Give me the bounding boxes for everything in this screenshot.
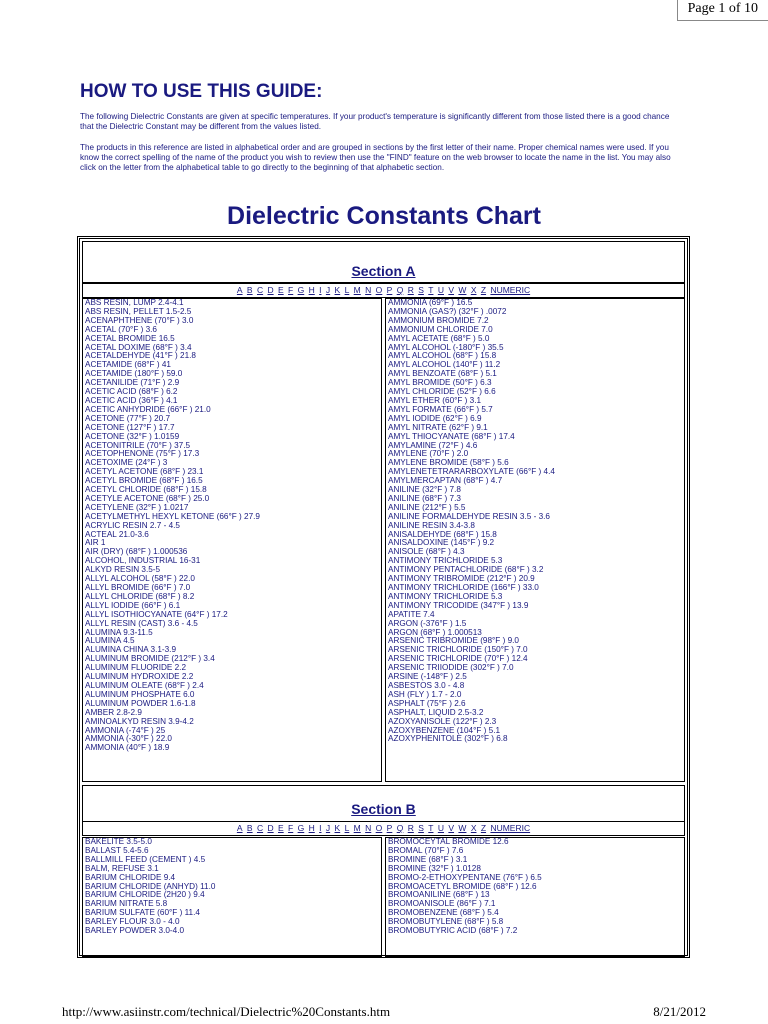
list-item: ANISALDOXINE (145°F ) 9.2 — [388, 538, 495, 548]
list-item: ACETAL DOXIME (68°F ) 3.4 — [85, 342, 192, 352]
list-item: AMYL ALCOHOL (-180°F ) 35.5 — [388, 342, 504, 352]
list-item: AMMONIA (40°F ) 18.9 — [85, 743, 170, 753]
alphabet-link-f[interactable]: F — [288, 823, 294, 833]
list-item: ACETYL ACETONE (68°F ) 23.1 — [85, 467, 204, 477]
alphabet-link-q[interactable]: Q — [396, 823, 404, 833]
list-item: ALLYL BROMIDE (66°F ) 7.0 — [85, 583, 191, 592]
list-item: AMMONIA (69°F ) 16.5 — [388, 298, 473, 307]
alphabet-link-x[interactable]: X — [470, 285, 477, 295]
list-item: ACETONE (127°F ) 17.7 — [85, 422, 175, 432]
section-a-title[interactable]: Section A — [351, 263, 416, 279]
list-item: AMYLENE BROMIDE (58°F ) 5.6 — [388, 458, 509, 468]
alphabet-link-c[interactable]: C — [256, 285, 264, 295]
list-item: ALUMINA 9.3-11.5 — [85, 627, 153, 637]
alphabet-link-f[interactable]: F — [288, 285, 294, 295]
list-item: ANILINE (68°F ) 7.3 — [388, 493, 461, 503]
list-item: ANISALDEHYDE (68°F ) 15.8 — [388, 529, 497, 539]
alphabet-link-q[interactable]: Q — [396, 285, 404, 295]
list-item: ACETYL BROMIDE (68°F ) 16.5 — [85, 476, 203, 486]
list-item: ANILINE (212°F ) 5.5 — [388, 502, 466, 512]
alphabet-link-t[interactable]: T — [428, 285, 434, 295]
alphabet-link-c[interactable]: C — [256, 823, 264, 833]
list-item: AMINOALKYD RESIN 3.9-4.2 — [85, 716, 194, 726]
list-item: ALUMINUM BROMIDE (212°F ) 3.4 — [85, 654, 215, 664]
alphabet-link-p[interactable]: P — [386, 285, 393, 295]
list-item: ARSENIC TRIIODIDE (302°F ) 7.0 — [388, 663, 514, 673]
list-item: AMYL IODIDE (62°F ) 6.9 — [388, 413, 482, 423]
list-item: ASH (FLY ) 1.7 - 2.0 — [388, 689, 462, 699]
list-item: AMYL CHLORIDE (52°F ) 6.6 — [388, 387, 496, 397]
alphabet-link-b[interactable]: B — [246, 823, 253, 833]
footer-date: 8/21/2012 — [653, 1004, 706, 1019]
alphabet-link-g[interactable]: G — [297, 823, 305, 833]
alphabet-link-v[interactable]: V — [448, 823, 455, 833]
list-item: ARSENIC TRICHLORIDE (70°F ) 12.4 — [388, 654, 528, 664]
list-item: AMYL ALCOHOL (140°F ) 11.2 — [388, 360, 501, 370]
list-item: ASPHALT (75°F ) 2.6 — [388, 698, 466, 708]
list-item: AMYL NITRATE (62°F ) 9.1 — [388, 422, 488, 432]
list-item: ACETAMIDE (180°F ) 59.0 — [85, 369, 183, 379]
list-item: BARIUM CHLORIDE 9.4 — [85, 872, 176, 882]
intro-paragraph-1: The following Dielectric Constants are given at specific temperatures. If your product's temperature is significantly different from those listed there is a good chance that the Dielectric Constant may be different from the values listed. — [80, 112, 670, 131]
list-item: ALLYL CHLORIDE (68°F ) 8.2 — [85, 591, 195, 601]
list-item: ALLYL ISOTHIOCYANATE (64°F ) 17.2 — [85, 609, 228, 619]
alphabet-link-e[interactable]: E — [278, 823, 284, 833]
alphabet-link-h[interactable]: H — [308, 285, 315, 295]
list-item: ASPHALT, LIQUID 2.5-3.2 — [388, 707, 484, 717]
list-item: ACETIC ACID (68°F ) 6.2 — [85, 387, 178, 397]
list-item: BROMINE (32°F ) 1.0128 — [388, 863, 481, 873]
list-item: AIR 1 — [85, 538, 106, 548]
list-item: AMMONIUM BROMIDE 7.2 — [388, 315, 489, 325]
list-item: AMYL BENZOATE (68°F ) 5.1 — [388, 369, 497, 379]
list-item: ALUMINUM POWDER 1.6-1.8 — [85, 698, 196, 708]
alphabet-link-z[interactable]: Z — [480, 823, 487, 833]
list-item: AIR (DRY) (68°F ) 1.000536 — [85, 547, 188, 557]
list-item: ALKYD RESIN 3.5-5 — [85, 565, 161, 575]
list-item: BARIUM CHLORIDE (2H20 ) 9.4 — [85, 890, 205, 900]
intro-paragraph-2: The products in this reference are listed in alphabetical order and are grouped in sections by the first letter of their name. Proper chemical names were used. If you know the correct spelling of the name of the product you wish to review then use the "FIND" feature on the web browser to locate the name in the list. You may also click on the letter from the alphabetical table to go directly to the beginning of that alphabetic section. — [80, 143, 671, 172]
list-item: ANILINE (32°F ) 7.8 — [388, 485, 461, 495]
alphabet-link-d[interactable]: D — [267, 285, 274, 295]
chart-table — [77, 236, 690, 958]
list-item: ANTIMONY TRICODIDE (347°F ) 13.9 — [388, 600, 529, 610]
alphabet-link-z[interactable]: Z — [480, 285, 487, 295]
list-item: AMYLENE (70°F ) 2.0 — [388, 449, 469, 459]
list-item: BROMOBUTYRIC ACID (68°F ) 7.2 — [388, 926, 518, 936]
list-item: AMYLAMINE (72°F ) 4.6 — [388, 440, 478, 450]
alphabet-link-j[interactable]: J — [325, 285, 331, 295]
list-item: ALLYL RESIN (CAST) 3.6 - 4.5 — [85, 618, 198, 628]
alphabet-link-e[interactable]: E — [278, 285, 284, 295]
list-item: ARGON (68°F ) 1.000513 — [388, 627, 482, 637]
list-item: ARSINE (-148°F ) 2.5 — [388, 672, 467, 682]
section-a-alphabet-nav — [82, 283, 685, 298]
list-item: BROMOCEYTAL BROMIDE 12.6 — [388, 837, 509, 846]
alphabet-link-k[interactable]: K — [334, 823, 341, 833]
list-item: ANTIMONY TRICHLORIDE 5.3 — [388, 556, 503, 566]
list-item: ACETYLMETHYL HEXYL KETONE (66°F ) 27.9 — [85, 511, 260, 521]
list-item: BROMOBUTYLENE (68°F ) 5.8 — [388, 917, 504, 927]
alphabet-link-d[interactable]: D — [267, 823, 274, 833]
list-item: BROMOBENZENE (68°F ) 5.4 — [388, 908, 499, 918]
list-item: BARIUM SULFATE (60°F ) 11.4 — [85, 908, 200, 918]
list-item: ALLYL ALCOHOL (58°F ) 22.0 — [85, 574, 195, 584]
alphabet-link-m[interactable]: M — [353, 285, 361, 295]
list-item: BROMOANILINE (68°F ) 13 — [388, 890, 490, 900]
alphabet-link-u[interactable]: U — [437, 285, 444, 295]
list-item: BALLMILL FEED (CEMENT ) 4.5 — [85, 854, 206, 864]
guide-heading: HOW TO USE THIS GUIDE: — [80, 81, 323, 102]
list-item: ANISOLE (68°F ) 4.3 — [388, 547, 465, 557]
alphabet-link-a[interactable]: A — [236, 285, 243, 295]
alphabet-link-o[interactable]: O — [375, 285, 383, 295]
section-b-left-column — [82, 837, 382, 957]
page-number: Page 1 of 10 — [677, 0, 768, 21]
alphabet-link-k[interactable]: K — [334, 285, 341, 295]
list-item: BROMO-2-ETHOXYPENTANE (76°F ) 6.5 — [388, 872, 542, 882]
list-item: BROMOANISOLE (86°F ) 7.1 — [388, 899, 496, 909]
list-item: AMMONIA (-30°F ) 22.0 — [85, 734, 172, 744]
list-item: AMMONIA (-74°F ) 25 — [85, 725, 166, 735]
section-a-right-column — [385, 298, 685, 782]
section-b-title[interactable]: Section B — [351, 801, 416, 817]
list-item: BARLEY FLOUR 3.0 - 4.0 — [85, 917, 180, 927]
list-item: ACETAMIDE (68°F ) 41 — [85, 360, 171, 370]
alphabet-link-g[interactable]: G — [297, 285, 305, 295]
list-item: ALUMINUM FLUORIDE 2.2 — [85, 663, 186, 673]
alphabet-link-h[interactable]: H — [308, 823, 315, 833]
alphabet-link-s[interactable]: S — [418, 285, 424, 295]
list-item: AMMONIUM CHLORIDE 7.0 — [388, 324, 493, 334]
list-item: ANILINE RESIN 3.4-3.8 — [388, 520, 475, 530]
alphabet-link-j[interactable]: J — [325, 823, 331, 833]
list-item: ACETAL BROMIDE 16.5 — [85, 333, 175, 343]
list-item: ASBESTOS 3.0 - 4.8 — [388, 680, 465, 690]
list-item: ACETONE (32°F ) 1.0159 — [85, 431, 180, 441]
list-item: ALUMINUM OLEATE (68°F ) 2.4 — [85, 680, 204, 690]
list-item: AMYL ALCOHOL (68°F ) 15.8 — [388, 351, 497, 361]
alphabet-link-x[interactable]: X — [470, 823, 477, 833]
list-item: ACRYLIC RESIN 2.7 - 4.5 — [85, 520, 180, 530]
list-item: BAKELITE 3.5-5.0 — [85, 837, 152, 846]
alphabet-link-i[interactable]: I — [319, 823, 322, 833]
list-item: ANTIMONY TRIBROMIDE (212°F ) 20.9 — [388, 574, 535, 584]
alphabet-link-u[interactable]: U — [437, 823, 444, 833]
list-item: ACENAPHTHENE (70°F ) 3.0 — [85, 315, 194, 325]
list-item: BARIUM CHLORIDE (ANHYD) 11.0 — [85, 881, 216, 891]
alphabet-link-m[interactable]: M — [353, 823, 361, 833]
list-item: BALM, REFUSE 3.1 — [85, 863, 159, 873]
list-item: BARIUM NITRATE 5.8 — [85, 899, 168, 909]
list-item: ACETONITRILE (70°F ) 37.5 — [85, 440, 191, 450]
list-item: ACETYLE ACETONE (68°F ) 25.0 — [85, 493, 210, 503]
list-item: ACETOPHENONE (75°F ) 17.3 — [85, 449, 200, 459]
alphabet-link-p[interactable]: P — [386, 823, 393, 833]
list-item: BROMINE (68°F ) 3.1 — [388, 854, 468, 864]
list-item: ANTIMONY PENTACHLORIDE (68°F ) 3.2 — [388, 565, 544, 575]
list-item: ALUMINUM HYDROXIDE 2.2 — [85, 672, 194, 682]
section-b-header — [82, 785, 685, 822]
list-item: ABS RESIN, PELLET 1.5-2.5 — [85, 306, 192, 316]
alphabet-link-t[interactable]: T — [428, 823, 434, 833]
alphabet-link-n[interactable]: N — [365, 823, 372, 833]
alphabet-link-n[interactable]: N — [365, 285, 372, 295]
list-item: AZOXYPHENITOLE (302°F ) 6.8 — [388, 734, 508, 744]
list-item: BALLAST 5.4-5.6 — [85, 845, 149, 855]
list-item: BROMAL (70°F ) 7.6 — [388, 845, 464, 855]
list-item: ALUMINA CHINA 3.1-3.9 — [85, 645, 177, 655]
alphabet-link-w[interactable]: W — [458, 823, 467, 833]
list-item: APATITE 7.4 — [388, 609, 435, 619]
alphabet-link-i[interactable]: I — [319, 285, 322, 295]
list-item: AMMONIA (GAS?) (32°F ) .0072 — [388, 306, 507, 316]
section-a-header — [82, 241, 685, 283]
list-item: ANILINE FORMALDEHYDE RESIN 3.5 - 3.6 — [388, 511, 550, 521]
list-item: AMYL THIOCYANATE (68°F ) 17.4 — [388, 431, 515, 441]
list-item: ACETANILIDE (71°F ) 2.9 — [85, 378, 180, 388]
list-item: AZOXYBENZENE (104°F ) 5.1 — [388, 725, 501, 735]
list-item: ALLYL IODIDE (66°F ) 6.1 — [85, 600, 181, 610]
list-item: ACETYL CHLORIDE (68°F ) 15.8 — [85, 485, 207, 495]
list-item: ALUMINUM PHOSPHATE 6.0 — [85, 689, 195, 699]
chart-title: Dielectric Constants Chart — [227, 202, 541, 230]
alphabet-link-b[interactable]: B — [246, 285, 253, 295]
list-item: ACETOXIME (24°F ) 3 — [85, 458, 168, 468]
list-item: AMYL ETHER (60°F ) 3.1 — [388, 395, 482, 405]
list-item: ARSENIC TRIBROMIDE (98°F ) 9.0 — [388, 636, 519, 646]
list-item: ALCOHOL, INDUSTRIAL 16-31 — [85, 556, 201, 566]
alphabet-link-numeric[interactable]: NUMERIC — [490, 285, 531, 295]
list-item: ACETIC ACID (36°F ) 4.1 — [85, 395, 178, 405]
list-item: ANTIMONY TRICHLORIDE 5.3 — [388, 591, 503, 601]
section-b-right-column — [385, 837, 685, 957]
alphabet-link-v[interactable]: V — [448, 285, 455, 295]
list-item: ANTIMONY TRICHLORIDE (166°F ) 33.0 — [388, 583, 539, 592]
list-item: ACETAL (70°F ) 3.6 — [85, 324, 157, 334]
alphabet-link-s[interactable]: S — [418, 823, 424, 833]
list-item: ACTEAL 21.0-3.6 — [85, 529, 149, 539]
list-item: ACETONE (77°F ) 20.7 — [85, 413, 171, 423]
section-b-alphabet-nav — [82, 821, 685, 836]
alphabet-link-r[interactable]: R — [407, 823, 414, 833]
list-item: ACETIC ANHYDRIDE (66°F ) 21.0 — [85, 404, 211, 414]
alphabet-link-r[interactable]: R — [407, 285, 414, 295]
list-item: AMYL FORMATE (66°F ) 5.7 — [388, 404, 493, 414]
alphabet-link-numeric[interactable]: NUMERIC — [490, 823, 531, 833]
list-item: AZOXYANISOLE (122°F ) 2.3 — [388, 716, 497, 726]
list-item: ARGON (-376°F ) 1.5 — [388, 618, 467, 628]
list-item: AMYL BROMIDE (50°F ) 6.3 — [388, 378, 492, 388]
alphabet-link-l[interactable]: L — [344, 285, 350, 295]
list-item: BARLEY POWDER 3.0-4.0 — [85, 926, 185, 936]
list-item: ALUMINA 4.5 — [85, 636, 135, 646]
list-item: AMYLMERCAPTAN (68°F ) 4.7 — [388, 476, 503, 486]
list-item: ACETALDEHYDE (41°F ) 21.8 — [85, 351, 196, 361]
alphabet-link-w[interactable]: W — [458, 285, 467, 295]
alphabet-link-l[interactable]: L — [344, 823, 350, 833]
list-item: ARSENIC TRICHLORIDE (150°F ) 7.0 — [388, 645, 528, 655]
list-item: ACETYLENE (32°F ) 1.0217 — [85, 502, 189, 512]
section-a-left-column — [82, 298, 382, 782]
footer-url: http://www.asiinstr.com/technical/Dielectric%20Constants.htm — [62, 1004, 391, 1019]
list-item: AMYLENETETRARARBOXYLATE (66°F ) 4.4 — [388, 467, 555, 477]
alphabet-link-a[interactable]: A — [236, 823, 243, 833]
alphabet-link-o[interactable]: O — [375, 823, 383, 833]
list-item: AMBER 2.8-2.9 — [85, 707, 142, 717]
list-item: AMYL ACETATE (68°F ) 5.0 — [388, 333, 490, 343]
list-item: BROMOACETYL BROMIDE (68°F ) 12.6 — [388, 881, 537, 891]
list-item: ABS RESIN, LUMP 2.4-4.1 — [85, 298, 184, 307]
